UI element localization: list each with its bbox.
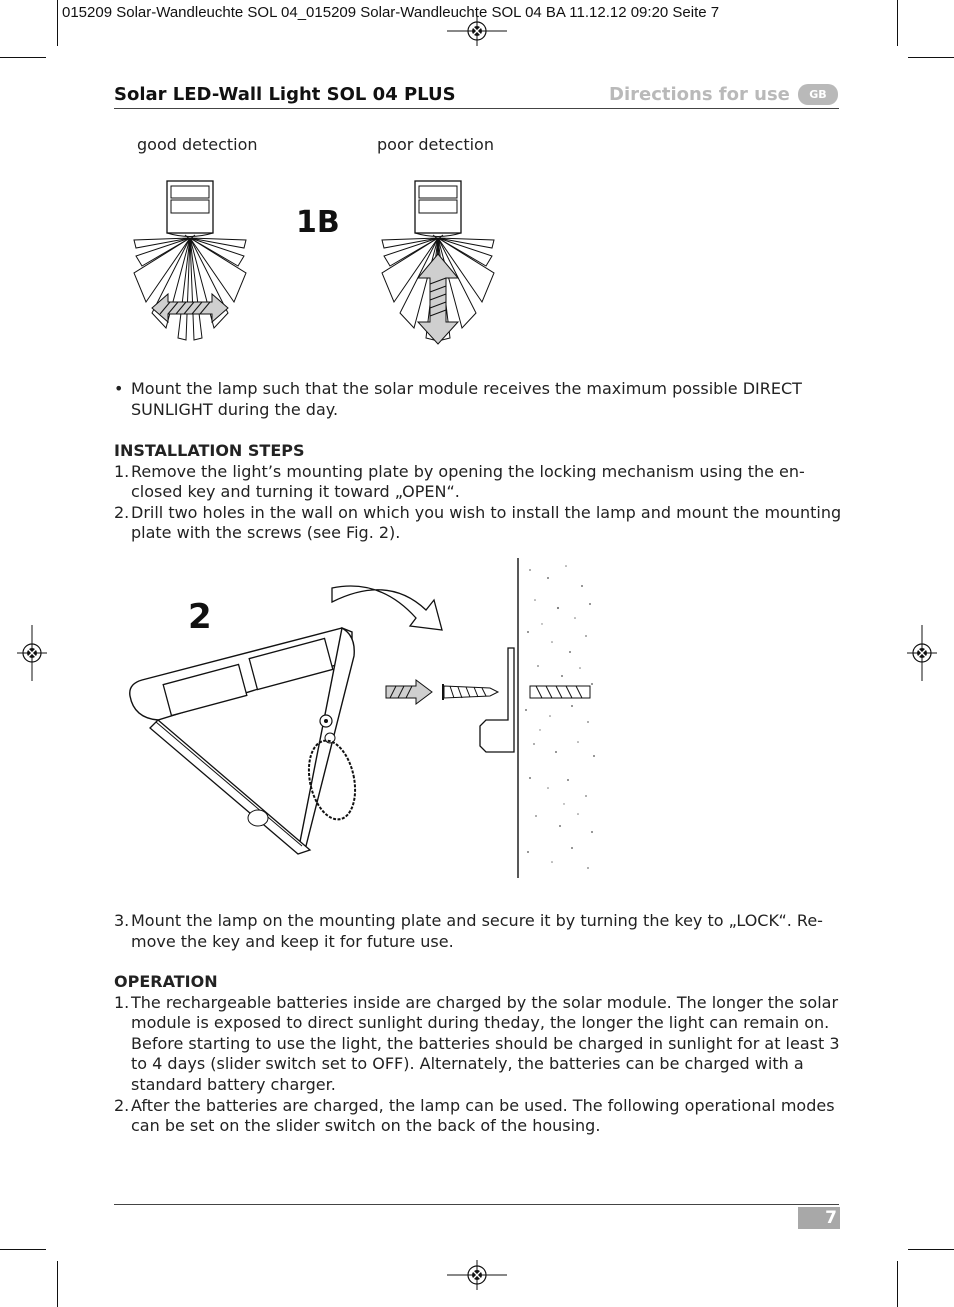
- list-item: [114, 462, 844, 503]
- crop-mark: [0, 1249, 46, 1250]
- list-item: [114, 503, 844, 544]
- step-number: 1.: [114, 992, 130, 1012]
- caption-poor-detection: poor detection: [377, 135, 494, 154]
- crop-mark: [57, 0, 58, 46]
- section-title: Directions for use: [609, 84, 790, 105]
- step-number: 2.: [114, 502, 130, 522]
- poor-detection-illustration: [378, 178, 500, 348]
- figure-1b-label: 1B: [296, 205, 340, 240]
- crop-mark: [908, 57, 954, 58]
- crop-mark: [897, 0, 898, 46]
- list-item: [114, 911, 844, 952]
- step-number: 2.: [114, 1095, 130, 1115]
- registration-mark-icon: [17, 625, 47, 681]
- step-text: The rechargeable batteries inside are charged by the solar module. The longer the solar module is exposed to direct sunlight during theday, the longer the light can remain on. Before starting to use the light, the batteries should be charged in sunlight for at least 3 to 4 days (slider switch set to OFF). Alternately, the batteries can be charged with a standard battery charger.: [131, 992, 840, 1094]
- installation-step-3: [114, 911, 844, 952]
- crop-mark: [908, 1249, 954, 1250]
- crop-mark: [897, 1261, 898, 1307]
- step-text: Remove the light’s mounting plate by opening the locking mechanism using the en-closed key and turning it toward „OPEN“.: [131, 461, 805, 502]
- document-title: Solar LED-Wall Light SOL 04 PLUS: [114, 84, 456, 105]
- footer-rule: [114, 1204, 839, 1205]
- step-text: Mount the lamp on the mounting plate and secure it by turning the key to „LOCK“. Re-move the key and keep it for future use.: [131, 911, 823, 951]
- bullet-marker: •: [114, 379, 124, 398]
- sunlight-note: [114, 379, 844, 420]
- registration-mark-icon: [447, 1260, 507, 1290]
- caption-good-detection: good detection: [137, 135, 258, 154]
- list-item: [114, 993, 844, 1096]
- operation-heading: OPERATION: [114, 972, 218, 991]
- header-rule: [114, 108, 839, 109]
- print-slug: 015209 Solar-Wandleuchte SOL 04_015209 Solar-Wandleuchte SOL 04 BA 11.12.12 09:20 Seite 7: [62, 4, 720, 21]
- list-item: [114, 1096, 844, 1137]
- registration-mark-icon: [907, 625, 937, 681]
- step-text: After the batteries are charged, the lamp can be used. The following operational modes can be set on the slider switch on the back of the housing.: [131, 1095, 835, 1136]
- step-number: 3.: [114, 911, 130, 930]
- bullet-text: Mount the lamp such that the solar module receives the maximum possible DIRECT SUNLIGHT during the day.: [131, 379, 802, 419]
- installation-heading: INSTALLATION STEPS: [114, 441, 305, 460]
- figure-2-label: 2: [188, 597, 212, 637]
- crop-mark: [0, 57, 46, 58]
- page-number: 7: [798, 1207, 840, 1229]
- step-number: 1.: [114, 461, 130, 481]
- installation-section: [114, 441, 844, 544]
- step-text: Drill two holes in the wall on which you wish to install the lamp and mount the mounting plate with the screws (see Fig. 2).: [131, 502, 842, 543]
- mounting-illustration: [120, 556, 600, 882]
- language-badge: GB: [798, 84, 838, 105]
- crop-mark: [57, 1261, 58, 1307]
- good-detection-illustration: [130, 178, 252, 348]
- operation-section: [114, 972, 844, 1137]
